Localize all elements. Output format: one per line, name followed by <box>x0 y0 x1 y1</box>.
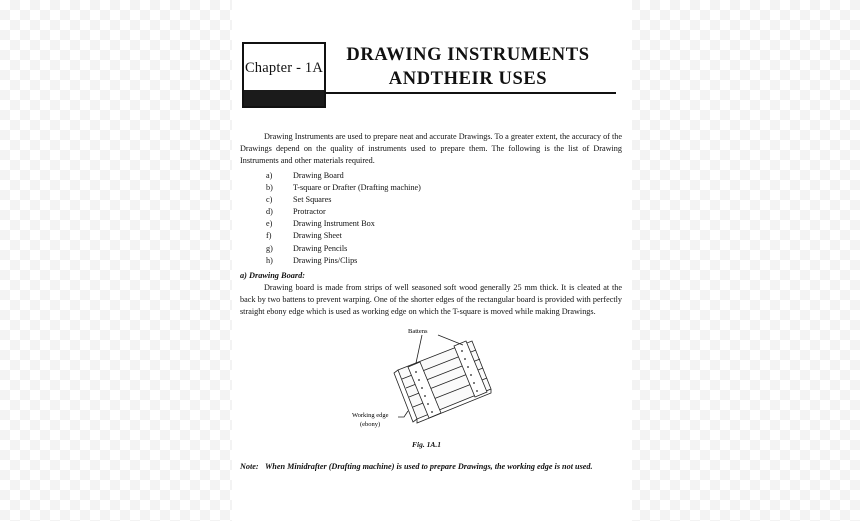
list-item <box>266 206 421 218</box>
list-item-letter: e) <box>266 219 273 229</box>
working-edge-sublabel: (ebony) <box>360 421 381 428</box>
list-item-text: Drawing Board <box>293 171 344 180</box>
list-item <box>266 182 421 194</box>
list-item-letter: f) <box>266 231 272 241</box>
drawing-board-figure <box>350 325 520 435</box>
list-item <box>266 243 421 255</box>
list-item <box>266 194 421 206</box>
list-item-text: Drawing Pins/Clips <box>293 255 358 265</box>
instrument-list <box>266 170 421 267</box>
list-item-text: Drawing Pencils <box>293 243 348 253</box>
section-heading: a) Drawing Board: <box>240 271 306 280</box>
working-edge-label: Working edge <box>352 412 389 419</box>
chapter-badge <box>242 42 326 108</box>
list-item-letter: c) <box>266 195 273 205</box>
list-item <box>266 255 421 267</box>
list-item-text: Drawing Instrument Box <box>293 219 375 229</box>
list-item-text: T-square or Drafter (Drafting machine) <box>293 183 421 193</box>
working-edge-leader <box>398 411 408 417</box>
chapter-label: Chapter - 1A <box>244 60 324 76</box>
list-item-letter: a) <box>266 171 273 180</box>
note-text: When Minidrafter (Drafting machine) is used to prepare Drawings, the working edge is not used. <box>265 462 593 471</box>
chapter-title-line-2: ANDTHEIR USES <box>388 69 548 89</box>
list-item-letter: h) <box>266 255 273 265</box>
chapter-title <box>330 43 606 91</box>
chapter-title-line-1: DRAWING INSTRUMENTS <box>346 45 590 65</box>
list-item <box>266 170 421 182</box>
section-paragraph: Drawing board is made from strips of well seasoned soft wood generally 25 mm thick. It is cleated at the back by two battens to prevent warping. One of the shorter edges of the rectangular board is provided with perfectly straight ebony edge which is used as working edge on which the T-square is moved while making Drawings. <box>240 283 622 317</box>
figure-caption: Fig. 1A.1 <box>412 440 441 449</box>
list-item-letter: g) <box>266 243 273 253</box>
list-item-letter: b) <box>266 183 273 193</box>
list-item-text: Set Squares <box>293 195 332 205</box>
intro-paragraph: Drawing Instruments are used to prepare neat and accurate Drawings. To a greater extent, the accuracy of the Drawings depend on the quality of instruments used to prepare them. The following is the list of Drawing Instruments and other materials required. <box>240 132 622 166</box>
list-item <box>266 230 421 242</box>
title-underline <box>326 92 616 94</box>
list-item-text: Drawing Sheet <box>293 231 342 241</box>
list-item-letter: d) <box>266 207 273 217</box>
note-label: Note: <box>240 462 259 471</box>
list-item <box>266 218 421 230</box>
chapter-badge-bar <box>244 90 324 106</box>
list-item-text: Protractor <box>293 207 326 217</box>
battens-label: Battens <box>408 328 428 335</box>
